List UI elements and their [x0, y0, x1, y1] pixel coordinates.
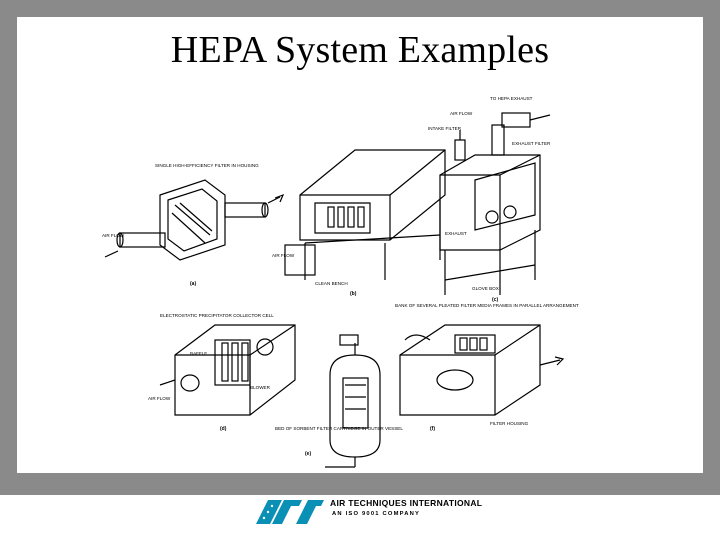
figure-b-exhaust-label: EXHAUST: [445, 231, 467, 236]
figure-f-caption: (f): [430, 426, 435, 432]
figure-d-drawing: [160, 325, 295, 415]
ati-logo-mark-icon: [250, 498, 328, 526]
figure-a-caption: (a): [190, 281, 197, 287]
ati-logo-name: AIR TECHNIQUES INTERNATIONAL: [330, 498, 483, 508]
figure-b-caption: (b): [350, 291, 357, 297]
figure-d-caption: (d): [220, 426, 227, 432]
figure-c-caption: (c): [492, 297, 499, 303]
figure-c-airflow-label: AIR FLOW: [450, 111, 473, 116]
figure-a-filter-label: SINGLE HIGH-EFFICIENCY FILTER IN HOUSING: [155, 163, 259, 168]
figure-e-drawing: [325, 335, 380, 467]
figure-d-air-label: AIR FLOW: [148, 396, 171, 401]
figure-c-intake-label: INTAKE FILTER: [428, 126, 462, 131]
figure-f-housing-label: FILTER HOUSING: [490, 421, 529, 426]
figure-f-drawing: [400, 325, 563, 415]
figure-a-drawing: [105, 180, 283, 260]
figure-e-caption: (e): [305, 451, 312, 457]
slide-border-right: [703, 0, 720, 495]
figure-c-filter-label: EXHAUST FILTER: [512, 141, 551, 146]
slide-border-bottom: [0, 473, 720, 495]
figure-f-bank-label: BANK OF SEVERAL PLEATED FILTER MEDIA FRAMES IN PARALLEL ARRANGEMENT: [395, 303, 579, 308]
figure-d-blower-label: BLOWER: [250, 385, 270, 390]
figure-b-airflow-label: AIR FLOW: [272, 253, 295, 258]
figure-c-top-label: TO HEPA EXHAUST: [490, 96, 533, 101]
slide-border-top: [0, 0, 720, 17]
ati-logo: [250, 498, 490, 530]
figure-d-precipitator-label: ELECTROSTATIC PRECIPITATOR COLLECTOR CELL: [160, 313, 274, 318]
figure-e-bed-label: BED OF SORBENT FILTER CARTRIDGE IN OUTER VESSEL: [275, 426, 403, 431]
figure-d-baffle-label: BAFFLE: [190, 351, 208, 356]
ati-logo-subtitle: AN ISO 9001 COMPANY: [332, 511, 421, 517]
figure-a-airflow-label: AIR FLOW: [102, 233, 125, 238]
slide-title: HEPA System Examples: [170, 29, 550, 71]
figure-b-subcaption: CLEAN BENCH: [315, 281, 348, 286]
figure-b-drawing: [285, 150, 445, 280]
figure-c-subcaption: GLOVE BOX: [472, 286, 499, 291]
slide-border-left: [0, 0, 17, 495]
hepa-diagram: [100, 85, 660, 470]
